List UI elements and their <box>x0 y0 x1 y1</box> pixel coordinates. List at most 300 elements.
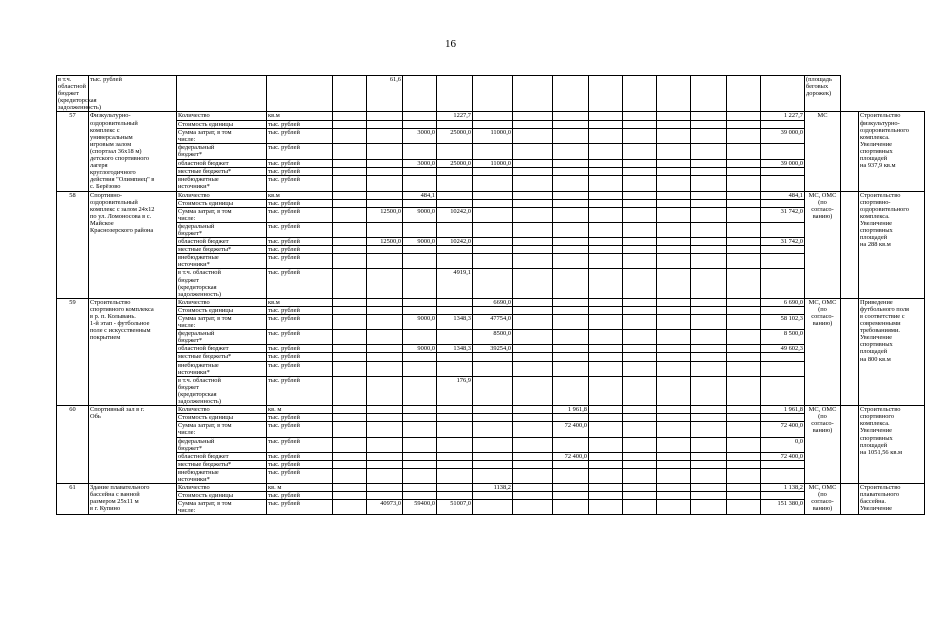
table-cell <box>513 460 553 468</box>
table-cell: федеральный бюджет* <box>177 144 267 159</box>
table-cell <box>333 422 367 437</box>
table-cell: Приведение футбольного поля в соответствие с современными требованиями. Увеличение спортивных площадей на 800 кв.м <box>859 298 925 405</box>
table-row <box>57 176 925 191</box>
table-cell <box>623 452 657 460</box>
table-cell <box>657 468 691 483</box>
table-cell <box>553 159 589 167</box>
table-cell <box>473 191 513 199</box>
table-cell <box>623 437 657 452</box>
table-cell: тыс. рублей <box>267 460 333 468</box>
table-cell <box>437 120 473 128</box>
table-cell: Спортивный зал в г. Обь <box>89 406 177 484</box>
table-cell <box>691 361 727 376</box>
table-cell: кв.м <box>267 191 333 199</box>
table-cell <box>623 144 657 159</box>
table-cell <box>691 207 727 222</box>
table-cell <box>473 144 513 159</box>
table-cell: тыс. рублей <box>267 254 333 269</box>
table-cell <box>403 199 437 207</box>
table-cell: 31 742,0 <box>761 238 805 246</box>
table-cell <box>473 361 513 376</box>
table-row <box>57 254 925 269</box>
table-cell <box>691 128 727 143</box>
table-cell <box>761 306 805 314</box>
table-cell: Стоимость единицы <box>177 492 267 500</box>
table-cell <box>553 315 589 330</box>
table-cell <box>473 246 513 254</box>
table-cell <box>403 330 437 345</box>
table-cell <box>403 120 437 128</box>
table-cell <box>623 468 657 483</box>
table-cell <box>727 167 761 175</box>
table-cell: 59 <box>57 298 89 405</box>
table-cell: 72 400,0 <box>553 452 589 460</box>
table-cell: 1138,2 <box>473 484 513 492</box>
table-cell: 3000,0 <box>403 128 437 143</box>
table-cell: 12500,0 <box>367 238 403 246</box>
table-cell <box>623 76 657 112</box>
table-cell <box>333 500 367 515</box>
table-cell <box>691 492 727 500</box>
table-cell <box>691 484 727 492</box>
table-row <box>57 361 925 376</box>
table-cell <box>367 406 403 414</box>
table-cell: тыс. рублей <box>267 468 333 483</box>
table-row <box>57 345 925 353</box>
table-cell <box>761 199 805 207</box>
table-cell <box>589 500 623 515</box>
table-cell <box>437 414 473 422</box>
table-cell <box>727 191 761 199</box>
table-row <box>57 315 925 330</box>
table-cell <box>367 437 403 452</box>
table-cell <box>589 361 623 376</box>
table-cell <box>691 144 727 159</box>
table-cell <box>691 176 727 191</box>
table-cell <box>589 120 623 128</box>
table-cell <box>367 144 403 159</box>
table-row <box>57 191 925 199</box>
table-cell: 47754,0 <box>473 315 513 330</box>
table-cell <box>553 76 589 112</box>
table-cell <box>691 414 727 422</box>
table-cell <box>437 246 473 254</box>
table-cell: 151 380,0 <box>761 500 805 515</box>
table-cell <box>437 460 473 468</box>
table-cell: Стоимость единицы <box>177 199 267 207</box>
table-cell <box>367 306 403 314</box>
table-cell <box>403 460 437 468</box>
table-cell: кв. м <box>267 406 333 414</box>
table-cell <box>333 176 367 191</box>
table-cell <box>623 120 657 128</box>
table-cell <box>473 254 513 269</box>
table-cell: 58 <box>57 191 89 298</box>
table-cell: 1 227,7 <box>761 112 805 120</box>
table-cell <box>513 330 553 345</box>
table-cell <box>589 167 623 175</box>
table-cell <box>553 246 589 254</box>
table-cell <box>513 207 553 222</box>
table-cell: 9000,0 <box>403 207 437 222</box>
table-row <box>57 484 925 492</box>
table-cell <box>403 112 437 120</box>
table-cell <box>841 298 859 405</box>
table-cell: Сумма затрат, в том числе: <box>177 207 267 222</box>
table-cell <box>437 361 473 376</box>
table-cell: тыс. рублей <box>267 120 333 128</box>
table-cell <box>367 222 403 237</box>
table-cell <box>589 492 623 500</box>
table-cell: местные бюджеты* <box>177 460 267 468</box>
page-number: 16 <box>445 38 456 50</box>
table-cell: 61,6 <box>367 76 403 112</box>
table-cell: 1227,7 <box>437 112 473 120</box>
table-cell <box>553 376 589 405</box>
table-cell: кв. м <box>267 484 333 492</box>
table-cell <box>623 484 657 492</box>
table-cell: Количество <box>177 406 267 414</box>
table-cell <box>473 222 513 237</box>
table-row <box>57 222 925 237</box>
table-cell <box>437 76 473 112</box>
table-cell <box>727 254 761 269</box>
table-cell <box>437 222 473 237</box>
table-cell: в т.ч. областной бюджет (кредиторская задолженность) <box>58 76 101 112</box>
table-cell: 176,9 <box>437 376 473 405</box>
table-cell <box>553 437 589 452</box>
table-cell <box>513 254 553 269</box>
table-row <box>57 422 925 437</box>
table-cell <box>553 238 589 246</box>
table-cell <box>623 254 657 269</box>
table-cell <box>333 345 367 353</box>
table-cell <box>657 254 691 269</box>
table-cell <box>691 345 727 353</box>
table-cell <box>553 306 589 314</box>
table-cell <box>623 353 657 361</box>
table-cell <box>403 452 437 460</box>
table-cell <box>437 353 473 361</box>
table-cell <box>473 207 513 222</box>
table-cell <box>589 306 623 314</box>
table-cell <box>589 315 623 330</box>
table-cell <box>403 76 437 112</box>
table-cell <box>589 254 623 269</box>
table-cell <box>761 353 805 361</box>
table-cell <box>589 414 623 422</box>
table-cell <box>333 159 367 167</box>
table-cell <box>367 254 403 269</box>
table-cell: 31 742,0 <box>761 207 805 222</box>
table-cell <box>513 144 553 159</box>
table-cell <box>657 144 691 159</box>
table-cell <box>553 353 589 361</box>
table-cell <box>657 191 691 199</box>
table-cell <box>367 191 403 199</box>
table-cell <box>589 468 623 483</box>
table-cell <box>333 112 367 120</box>
table-cell <box>727 222 761 237</box>
table-cell: Сумма затрат, в том числе: <box>177 128 267 143</box>
table-cell <box>333 120 367 128</box>
table-cell <box>589 199 623 207</box>
table-cell <box>473 306 513 314</box>
table-cell: Стоимость единицы <box>177 414 267 422</box>
table-cell <box>691 167 727 175</box>
table-cell <box>657 500 691 515</box>
table-cell <box>333 269 367 298</box>
table-row <box>57 460 925 468</box>
table-cell: Здание плавательного бассейна с ванной размером 25х11 м в г. Купино <box>89 484 177 515</box>
table-cell: 61 <box>57 484 89 515</box>
table-cell: тыс. рублей <box>267 222 333 237</box>
table-cell <box>553 330 589 345</box>
table-cell <box>553 492 589 500</box>
table-cell: МС, ОМС (по согласо- ванию) <box>805 191 841 298</box>
table-cell <box>623 167 657 175</box>
table-cell <box>657 298 691 306</box>
table-cell <box>657 330 691 345</box>
table-cell: 25000,0 <box>437 159 473 167</box>
table-cell <box>623 422 657 437</box>
table-cell <box>553 345 589 353</box>
table-cell <box>513 353 553 361</box>
table-cell: внебюджетные источники* <box>177 176 267 191</box>
table-cell <box>761 269 805 298</box>
table-cell: 8500,0 <box>473 330 513 345</box>
table-cell <box>403 492 437 500</box>
table-cell: областной бюджет <box>177 345 267 353</box>
table-cell <box>513 306 553 314</box>
table-cell <box>367 492 403 500</box>
table-cell <box>727 345 761 353</box>
table-cell <box>473 414 513 422</box>
table-cell: 11000,0 <box>473 159 513 167</box>
table-cell <box>727 128 761 143</box>
table-cell: местные бюджеты* <box>177 353 267 361</box>
table-cell <box>333 353 367 361</box>
table-cell <box>513 120 553 128</box>
table-cell <box>553 191 589 199</box>
table-row <box>57 492 925 500</box>
table-cell <box>437 176 473 191</box>
table-cell <box>403 437 437 452</box>
table-cell <box>437 330 473 345</box>
table-cell <box>727 269 761 298</box>
table-cell <box>367 330 403 345</box>
table-cell <box>403 222 437 237</box>
table-cell <box>177 76 267 112</box>
table-cell <box>513 112 553 120</box>
table-cell <box>657 492 691 500</box>
table-cell: МС, ОМС (по согласо- ванию) <box>805 298 841 405</box>
table-cell <box>333 144 367 159</box>
table-cell <box>437 298 473 306</box>
table-cell <box>589 406 623 414</box>
table-cell <box>473 500 513 515</box>
table-cell <box>623 298 657 306</box>
table-row <box>57 500 925 515</box>
table-cell <box>657 207 691 222</box>
table-cell <box>333 199 367 207</box>
table-cell <box>589 246 623 254</box>
table-row <box>57 238 925 246</box>
table-cell <box>403 269 437 298</box>
table-cell <box>437 306 473 314</box>
table-cell: 72 400,0 <box>553 422 589 437</box>
table-cell <box>553 167 589 175</box>
table-cell <box>623 222 657 237</box>
table-row <box>57 246 925 254</box>
table-cell <box>553 128 589 143</box>
table-cell <box>473 120 513 128</box>
table-cell <box>403 422 437 437</box>
table-cell <box>727 176 761 191</box>
table-cell <box>761 120 805 128</box>
table-cell <box>691 120 727 128</box>
table-cell <box>333 246 367 254</box>
table-cell: тыс. рублей <box>267 144 333 159</box>
table-row <box>57 159 925 167</box>
table-cell <box>727 437 761 452</box>
table-cell <box>333 330 367 345</box>
table-cell <box>589 207 623 222</box>
table-cell: Физкультурно- оздоровительный комплекс с универсальным игровым залом (спортзал 36х18 м) детского спортивного лагеря круглогодичного действия "Олимпиец" в с. Берёзово <box>89 112 177 191</box>
table-cell: тыс. рублей <box>267 176 333 191</box>
table-cell <box>333 361 367 376</box>
table-cell: 10242,0 <box>437 207 473 222</box>
table-cell <box>513 298 553 306</box>
table-cell: в т.ч. областной бюджет (кредиторская задолженность) <box>177 376 267 405</box>
table-cell <box>333 452 367 460</box>
table-cell <box>553 120 589 128</box>
table-cell: областной бюджет <box>177 238 267 246</box>
table-cell <box>623 191 657 199</box>
table-cell <box>367 460 403 468</box>
table-cell <box>513 437 553 452</box>
table-cell <box>761 376 805 405</box>
table-cell <box>513 414 553 422</box>
table-cell <box>691 460 727 468</box>
table-cell <box>727 315 761 330</box>
table-cell <box>623 492 657 500</box>
table-cell <box>623 176 657 191</box>
table-cell <box>437 191 473 199</box>
table-cell: тыс. рублей <box>267 199 333 207</box>
table-cell <box>437 422 473 437</box>
table-cell <box>437 468 473 483</box>
table-cell <box>691 269 727 298</box>
table-cell: тыс. рублей <box>267 238 333 246</box>
table-cell <box>333 207 367 222</box>
table-cell <box>727 376 761 405</box>
table-row <box>57 376 925 405</box>
table-cell: внебюджетные источники* <box>177 254 267 269</box>
table-cell <box>473 422 513 437</box>
table-cell <box>403 361 437 376</box>
table-cell <box>589 484 623 492</box>
table-cell: 25000,0 <box>437 128 473 143</box>
table-cell <box>437 144 473 159</box>
table-cell <box>333 306 367 314</box>
table-cell: тыс. рублей <box>267 345 333 353</box>
table-cell <box>553 460 589 468</box>
table-cell <box>623 376 657 405</box>
table-cell <box>473 492 513 500</box>
table-cell <box>333 376 367 405</box>
table-cell: 10242,0 <box>437 238 473 246</box>
table-cell <box>727 238 761 246</box>
table-cell <box>727 468 761 483</box>
table-cell <box>841 112 859 191</box>
table-cell: местные бюджеты* <box>177 167 267 175</box>
table-cell <box>657 199 691 207</box>
table-cell <box>657 238 691 246</box>
table-cell: 60 <box>57 406 89 484</box>
table-cell <box>691 452 727 460</box>
table-cell <box>333 406 367 414</box>
table-cell: тыс. рублей <box>267 492 333 500</box>
table-cell <box>473 460 513 468</box>
table-cell <box>589 422 623 437</box>
table-cell <box>657 222 691 237</box>
table-cell: 59400,0 <box>403 500 437 515</box>
table-cell <box>761 492 805 500</box>
table-cell <box>513 468 553 483</box>
table-cell <box>403 376 437 405</box>
table-cell <box>727 353 761 361</box>
program-activities-table <box>56 75 925 515</box>
table-cell <box>333 167 367 175</box>
table-cell <box>657 484 691 492</box>
table-cell <box>403 298 437 306</box>
table-row <box>57 353 925 361</box>
table-cell <box>691 222 727 237</box>
table-cell <box>657 460 691 468</box>
table-row <box>57 298 925 306</box>
table-cell <box>691 437 727 452</box>
table-cell: Сумма затрат, в том числе: <box>177 422 267 437</box>
table-cell: 72 400,0 <box>761 422 805 437</box>
table-cell <box>403 254 437 269</box>
table-cell <box>691 246 727 254</box>
table-cell <box>589 353 623 361</box>
table-cell: тыс. рублей <box>267 361 333 376</box>
table-cell: Строительство спортивного комплекса. Увеличение спортивных площадей на 1051,56 кв.м <box>859 406 925 484</box>
table-cell: местные бюджеты* <box>177 246 267 254</box>
table-cell <box>473 76 513 112</box>
table-cell: МС, ОМС (по согласо- ванию) <box>805 406 841 484</box>
table-cell <box>657 406 691 414</box>
table-cell <box>553 254 589 269</box>
table-cell: тыс. рублей <box>89 76 177 112</box>
table-cell <box>589 298 623 306</box>
table-cell <box>553 199 589 207</box>
table-cell <box>691 298 727 306</box>
table-cell <box>691 112 727 120</box>
table-cell <box>437 199 473 207</box>
table-cell <box>623 207 657 222</box>
table-cell <box>691 376 727 405</box>
table-cell <box>727 112 761 120</box>
table-cell: Стоимость единицы <box>177 306 267 314</box>
table-cell <box>761 176 805 191</box>
table-cell <box>657 112 691 120</box>
table-cell <box>553 468 589 483</box>
table-cell: 49 602,3 <box>761 345 805 353</box>
table-cell <box>513 159 553 167</box>
